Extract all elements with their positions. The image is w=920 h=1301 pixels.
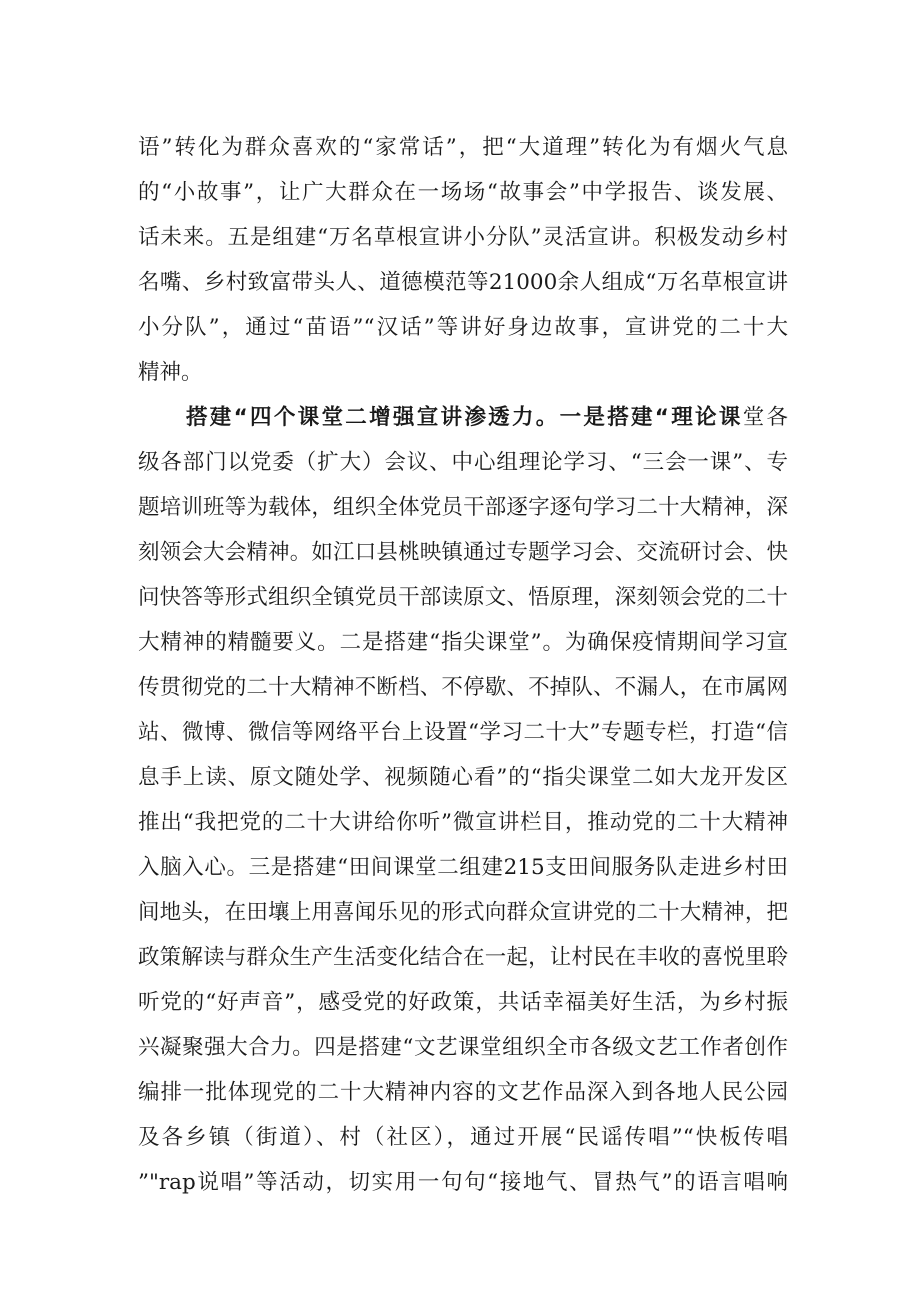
section-heading: 搭建“四个课堂二增强宣讲渗透力。一是搭建“理论课 (186, 405, 743, 430)
paragraph-line: 编排一批体现党的二十大精神内容的文艺作品深入到各地人民公园 (138, 1080, 788, 1105)
paragraph-line: 题培训班等为载体，组织全体党员干部逐字逐句学习二十大精神，深 (138, 495, 788, 520)
paragraph-line: 推出“我把党的二十大讲给你听”微宣讲栏目，推动党的二十大精神 (138, 810, 788, 835)
paragraph-line: 息手上读、原文随处学、视频随心看”的“指尖课堂二如大龙开发区 (138, 765, 788, 790)
paragraph-line: 级各部门以党委（扩大）会议、中心组理论学习、“三会一课”、专 (138, 450, 788, 475)
paragraph-line: ”"rap说唱”等活动，切实用一句句“接地气、冒热气”的语言唱响 (138, 1170, 788, 1195)
paragraph-line: 及各乡镇（街道）、村（社区），通过开展“民谣传唱”“快板传唱 (138, 1125, 788, 1150)
paragraph-line: 大精神的精髓要义。二是搭建“指尖课堂”。为确保疫情期间学习宣 (138, 630, 788, 655)
paragraph-line: 听党的“好声音”，感受党的好政策，共话幸福美好生活，为乡村振 (138, 990, 788, 1015)
paragraph-line: 话未来。五是组建“万名草根宣讲小分队”灵活宣讲。积极发动乡村 (138, 225, 788, 250)
paragraph-line: 刻领会大会精神。如江口县桃映镇通过专题学习会、交流研讨会、快 (138, 540, 788, 565)
paragraph-line: 小分队”，通过“苗语”“汉话”等讲好身边故事，宣讲党的二十大 (138, 315, 788, 340)
paragraph-line: 语”转化为群众喜欢的“家常话”，把“大道理”转化为有烟火气息 (138, 135, 788, 160)
paragraph-line: 名嘴、乡村致富带头人、道德模范等21000余人组成“万名草根宣讲 (138, 270, 788, 295)
paragraph-line: 间地头，在田壤上用喜闻乐见的形式向群众宣讲党的二十大精神，把 (138, 900, 788, 925)
paragraph-line: 传贯彻党的二十大精神不断档、不停歇、不掉队、不漏人，在市属网 (138, 675, 788, 700)
paragraph-line: 精神。 (138, 360, 203, 385)
paragraph-line: 的“小故事”，让广大群众在一场场“故事会”中学报告、谈发展、 (138, 180, 788, 205)
section-heading-line (186, 398, 788, 438)
paragraph-line: 政策解读与群众生产生活变化结合在一起，让村民在丰收的喜悦里聆 (138, 945, 788, 970)
paragraph-line: 入脑入心。三是搭建“田间课堂二组建215支田间服务队走进乡村田 (138, 855, 788, 880)
paragraph-line: 问快答等形式组织全镇党员干部读原文、悟原理，深刻领会党的二十 (138, 585, 788, 610)
section-heading-tail: 堂各 (742, 405, 788, 430)
paragraph-line: 站、微博、微信等网络平台上设置“学习二十大”专题专栏，打造“信 (138, 720, 788, 745)
paragraph-line: 兴凝聚强大合力。四是搭建“文艺课堂组织全市各级文艺工作者创作 (138, 1035, 788, 1060)
